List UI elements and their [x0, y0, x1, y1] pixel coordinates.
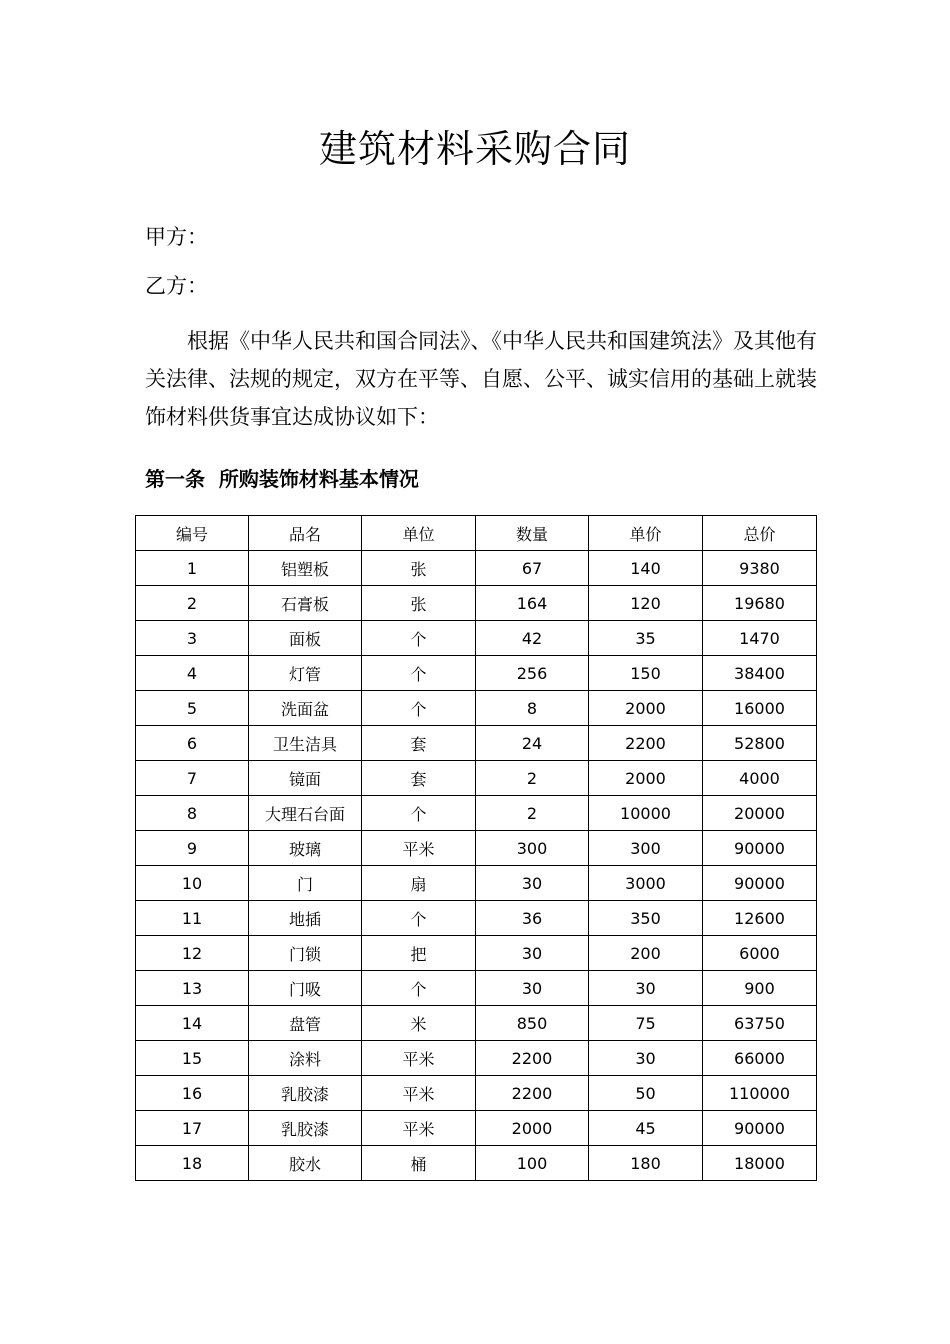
cell-total-price: 900 [703, 971, 817, 1006]
cell-quantity: 256 [476, 656, 589, 691]
table-row [136, 1146, 817, 1181]
cell-total-price: 90000 [703, 1111, 817, 1146]
cell-quantity: 2 [476, 796, 589, 831]
cell-quantity: 42 [476, 621, 589, 656]
cell-id: 14 [136, 1006, 249, 1041]
cell-item-name: 地插 [249, 901, 362, 936]
cell-unit: 套 [362, 726, 476, 761]
header-item-name: 品名 [249, 516, 362, 551]
cell-id: 12 [136, 936, 249, 971]
cell-quantity: 67 [476, 551, 589, 586]
table-row [136, 656, 817, 691]
cell-id: 6 [136, 726, 249, 761]
intro-paragraph: 根据《中华人民共和国合同法》、《中华人民共和国建筑法》及其他有关法律、法规的规定，双方在平等、自愿、公平、诚实信用的基础上就装饰材料供货事宜达成协议如下： [145, 329, 817, 429]
cell-unit: 平米 [362, 1076, 476, 1111]
cell-unit: 套 [362, 761, 476, 796]
cell-unit: 个 [362, 656, 476, 691]
cell-total-price: 4000 [703, 761, 817, 796]
cell-id: 16 [136, 1076, 249, 1111]
cell-total-price: 12600 [703, 901, 817, 936]
cell-item-name: 门吸 [249, 971, 362, 1006]
cell-unit: 米 [362, 1006, 476, 1041]
cell-id: 11 [136, 901, 249, 936]
cell-unit: 把 [362, 936, 476, 971]
cell-quantity: 300 [476, 831, 589, 866]
cell-id: 3 [136, 621, 249, 656]
party-a-label: 甲方： [145, 225, 208, 249]
cell-total-price: 9380 [703, 551, 817, 586]
cell-item-name: 卫生洁具 [249, 726, 362, 761]
cell-unit-price: 150 [589, 656, 703, 691]
section-heading: 第一条 所购装饰材料基本情况 [145, 467, 419, 491]
cell-total-price: 66000 [703, 1041, 817, 1076]
cell-item-name: 门 [249, 866, 362, 901]
cell-id: 18 [136, 1146, 249, 1181]
cell-unit: 平米 [362, 1041, 476, 1076]
cell-unit: 平米 [362, 1111, 476, 1146]
cell-id: 7 [136, 761, 249, 796]
cell-unit-price: 30 [589, 1041, 703, 1076]
cell-item-name: 大理石台面 [249, 796, 362, 831]
cell-total-price: 90000 [703, 831, 817, 866]
table-row [136, 971, 817, 1006]
cell-item-name: 胶水 [249, 1146, 362, 1181]
cell-item-name: 门锁 [249, 936, 362, 971]
header-quantity: 数量 [476, 516, 589, 551]
cell-unit-price: 30 [589, 971, 703, 1006]
table-row [136, 1006, 817, 1041]
cell-unit-price: 200 [589, 936, 703, 971]
cell-quantity: 2000 [476, 1111, 589, 1146]
table-row [136, 936, 817, 971]
cell-item-name: 玻璃 [249, 831, 362, 866]
cell-unit-price: 75 [589, 1006, 703, 1041]
cell-quantity: 30 [476, 866, 589, 901]
cell-unit-price: 120 [589, 586, 703, 621]
cell-quantity: 164 [476, 586, 589, 621]
cell-unit-price: 180 [589, 1146, 703, 1181]
table-row [136, 551, 817, 586]
cell-unit: 桶 [362, 1146, 476, 1181]
cell-unit-price: 300 [589, 831, 703, 866]
cell-unit: 扇 [362, 866, 476, 901]
cell-total-price: 19680 [703, 586, 817, 621]
cell-id: 8 [136, 796, 249, 831]
cell-unit-price: 45 [589, 1111, 703, 1146]
cell-unit: 平米 [362, 831, 476, 866]
cell-item-name: 石膏板 [249, 586, 362, 621]
header-unit: 单位 [362, 516, 476, 551]
cell-total-price: 18000 [703, 1146, 817, 1181]
cell-unit: 个 [362, 796, 476, 831]
cell-id: 13 [136, 971, 249, 1006]
header-unit-price: 单价 [589, 516, 703, 551]
cell-total-price: 52800 [703, 726, 817, 761]
cell-quantity: 2200 [476, 1041, 589, 1076]
cell-total-price: 1470 [703, 621, 817, 656]
cell-id: 5 [136, 691, 249, 726]
cell-id: 4 [136, 656, 249, 691]
table-row [136, 901, 817, 936]
table-row [136, 831, 817, 866]
cell-unit-price: 10000 [589, 796, 703, 831]
cell-quantity: 850 [476, 1006, 589, 1041]
cell-id: 9 [136, 831, 249, 866]
table-row [136, 796, 817, 831]
party-b-label: 乙方： [145, 274, 208, 298]
cell-total-price: 63750 [703, 1006, 817, 1041]
cell-item-name: 灯管 [249, 656, 362, 691]
cell-item-name: 乳胶漆 [249, 1111, 362, 1146]
cell-quantity: 36 [476, 901, 589, 936]
cell-item-name: 乳胶漆 [249, 1076, 362, 1111]
cell-unit: 个 [362, 901, 476, 936]
cell-quantity: 8 [476, 691, 589, 726]
cell-unit-price: 50 [589, 1076, 703, 1111]
cell-total-price: 110000 [703, 1076, 817, 1111]
materials-table [135, 515, 817, 1181]
cell-quantity: 100 [476, 1146, 589, 1181]
cell-total-price: 38400 [703, 656, 817, 691]
table-row [136, 726, 817, 761]
table-header-row [136, 516, 817, 551]
table-row [136, 691, 817, 726]
cell-unit: 个 [362, 621, 476, 656]
cell-unit: 张 [362, 586, 476, 621]
table-row [136, 866, 817, 901]
cell-item-name: 涂料 [249, 1041, 362, 1076]
table-row [136, 621, 817, 656]
cell-total-price: 90000 [703, 866, 817, 901]
cell-quantity: 30 [476, 971, 589, 1006]
header-total-price: 总价 [703, 516, 817, 551]
header-id: 编号 [136, 516, 249, 551]
cell-item-name: 洗面盆 [249, 691, 362, 726]
cell-id: 17 [136, 1111, 249, 1146]
cell-quantity: 2200 [476, 1076, 589, 1111]
cell-quantity: 30 [476, 936, 589, 971]
table-row [136, 761, 817, 796]
cell-item-name: 面板 [249, 621, 362, 656]
table-row [136, 586, 817, 621]
cell-unit: 张 [362, 551, 476, 586]
cell-unit: 个 [362, 691, 476, 726]
table-row [136, 1041, 817, 1076]
cell-quantity: 2 [476, 761, 589, 796]
table-row [136, 1076, 817, 1111]
cell-unit-price: 2000 [589, 761, 703, 796]
table-body [136, 551, 817, 1181]
cell-total-price: 20000 [703, 796, 817, 831]
document-title: 建筑材料采购合同 [318, 127, 631, 171]
cell-unit-price: 140 [589, 551, 703, 586]
cell-unit-price: 2200 [589, 726, 703, 761]
cell-item-name: 铝塑板 [249, 551, 362, 586]
table-row [136, 1111, 817, 1146]
cell-unit-price: 3000 [589, 866, 703, 901]
cell-total-price: 16000 [703, 691, 817, 726]
cell-item-name: 盘管 [249, 1006, 362, 1041]
cell-id: 2 [136, 586, 249, 621]
cell-unit: 个 [362, 971, 476, 1006]
cell-item-name: 镜面 [249, 761, 362, 796]
cell-id: 15 [136, 1041, 249, 1076]
cell-id: 10 [136, 866, 249, 901]
cell-quantity: 24 [476, 726, 589, 761]
cell-unit-price: 350 [589, 901, 703, 936]
cell-total-price: 6000 [703, 936, 817, 971]
cell-unit-price: 2000 [589, 691, 703, 726]
cell-unit-price: 35 [589, 621, 703, 656]
cell-id: 1 [136, 551, 249, 586]
